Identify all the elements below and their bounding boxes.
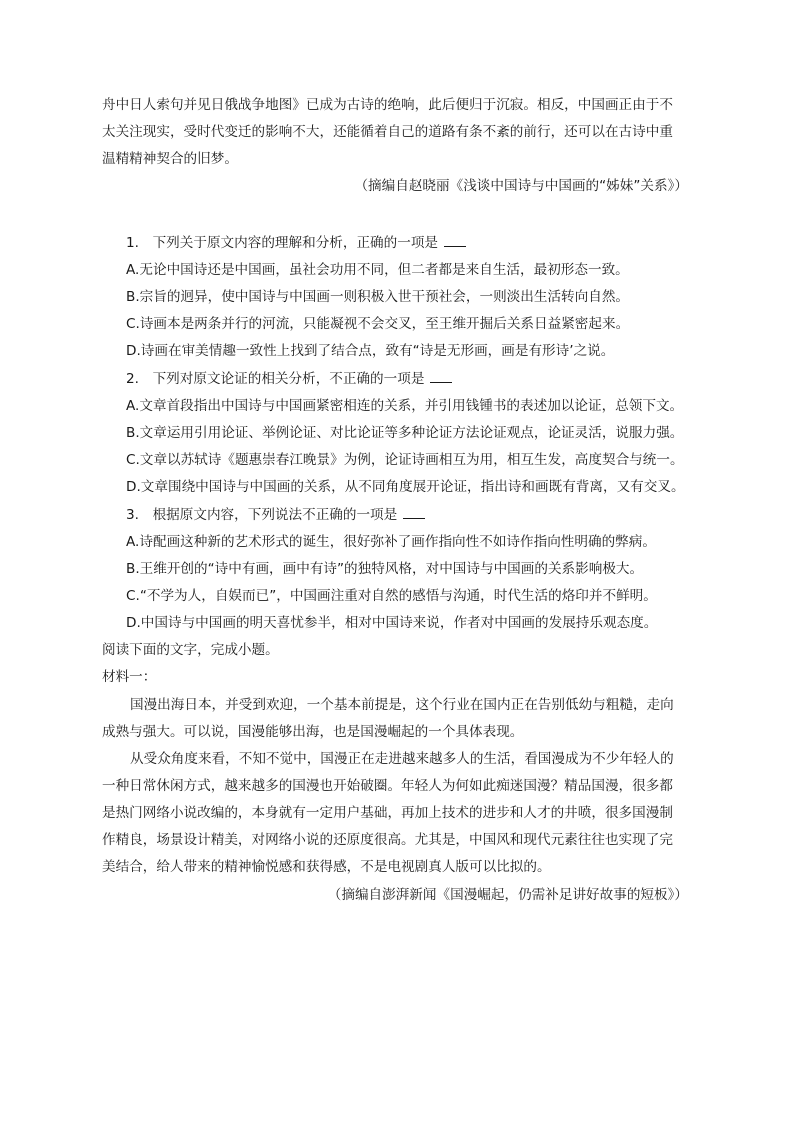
- material-label: 材料一：: [102, 669, 157, 685]
- question-option: B.王维开创的“诗中有画，画中有诗”的独特风格，对中国诗与中国画的关系影响极大。: [126, 561, 644, 577]
- paragraph-line: 一种日常休闲方式，越来越多的国漫也开始破圈。年轻人为何如此痴迷国漫？精品国漫，很多都: [102, 778, 673, 794]
- question-option: D.诗画在审美情趣一致性上找到了结合点，致有“诗是无形画，画是有形诗’之说。: [126, 343, 615, 359]
- question-option: C.诗画本是两条并行的河流，只能凝视不会交叉，至王维开掘后关系日益紧密起来。: [126, 316, 630, 332]
- question-stem: 2. 下列对原文论证的相关分析，不正确的一项是: [126, 370, 452, 388]
- question-stem: 3. 根据原文内容，下列说法不正确的一项是: [126, 506, 425, 524]
- question-option: A.诗配画这种新的艺术形式的诞生，很好弥补了画作指向性不如诗作指向性明确的弊病。: [126, 534, 656, 550]
- paragraph-line: 美结合，给人带来的精神愉悦感和获得感，不是电视剧真人版可以比拟的。: [102, 859, 551, 875]
- question-option: C.“不学为人，自娱而已”，中国画注重对自然的感悟与沟通，时代生活的烙印并不鲜明。: [126, 588, 657, 604]
- question-option: C.文章以苏轼诗《题惠崇春江晚景》为例，论证诗画相互为用，相互生发，高度契合与统一。: [126, 452, 684, 468]
- question-option: D.文章围绕中国诗与中国画的关系，从不同角度展开论证，指出诗和画既有背离，又有交叉。: [126, 479, 685, 495]
- question-stem: 1. 下列关于原文内容的理解和分析，正确的一项是: [126, 234, 466, 252]
- answer-blank[interactable]: [444, 234, 466, 247]
- question-option: B.文章运用引用论证、举例论证、对比论证等多种论证方法论证观点，论证灵活，说服力强。: [126, 425, 684, 441]
- question-option: A.文章首段指出中国诗与中国画紧密相连的关系，并引用钱锺书的表述加以论证，总领下文。: [126, 398, 684, 414]
- source-citation: （摘编自澎湃新闻《国漫崛起，仍需补足讲好故事的短板》）: [327, 887, 688, 903]
- paragraph-line: 作精良，场景设计精美，对网络小说的还原度很高。尤其是，中国风和现代元素往往也实现了完: [102, 832, 673, 848]
- question-option: D.中国诗与中国画的明天喜忧参半，相对中国诗来说，作者对中国画的发展持乐观态度。: [126, 615, 658, 631]
- answer-blank[interactable]: [403, 506, 425, 519]
- intro-line: 舟中日人索句并见日俄战争地图》已成为古诗的绝响，此后便归于沉寂。相反，中国画正由于不: [102, 97, 673, 113]
- paragraph-line: 从受众角度来看，不知不觉中，国漫正在走进越来越多人的生活，看国漫成为不少年轻人的: [130, 751, 674, 767]
- answer-blank[interactable]: [430, 370, 452, 383]
- paragraph-line: 国漫出海日本，并受到欢迎，一个基本前提是，这个行业在国内正在告别低幼与粗糙，走向: [130, 697, 674, 713]
- intro-line: 太关注现实，受时代变迁的影响不大，还能循着自己的道路有条不紊的前行，还可以在古诗中重: [102, 124, 673, 140]
- paragraph-line: 是热门网络小说改编的，本身就有一定用户基础，再加上技术的进步和人才的井喷，很多国漫制: [102, 805, 673, 821]
- source-citation: （摘编自赵晓丽《浅谈中国诗与中国画的“姊妹”关系》）: [354, 178, 688, 194]
- intro-line: 温精精神契合的旧梦。: [102, 151, 238, 167]
- question-option: B.宗旨的迥异，使中国诗与中国画一则积极入世干预社会，一则淡出生活转向自然。: [126, 289, 630, 305]
- question-option: A.无论中国诗还是中国画，虽社会功用不同，但二者都是来自生活，最初形态一致。: [126, 262, 629, 278]
- paragraph-line: 成熟与强大。可以说，国漫能够出海，也是国漫崛起的一个具体表现。: [102, 724, 524, 740]
- read-instruction: 阅读下面的文字，完成小题。: [102, 642, 279, 658]
